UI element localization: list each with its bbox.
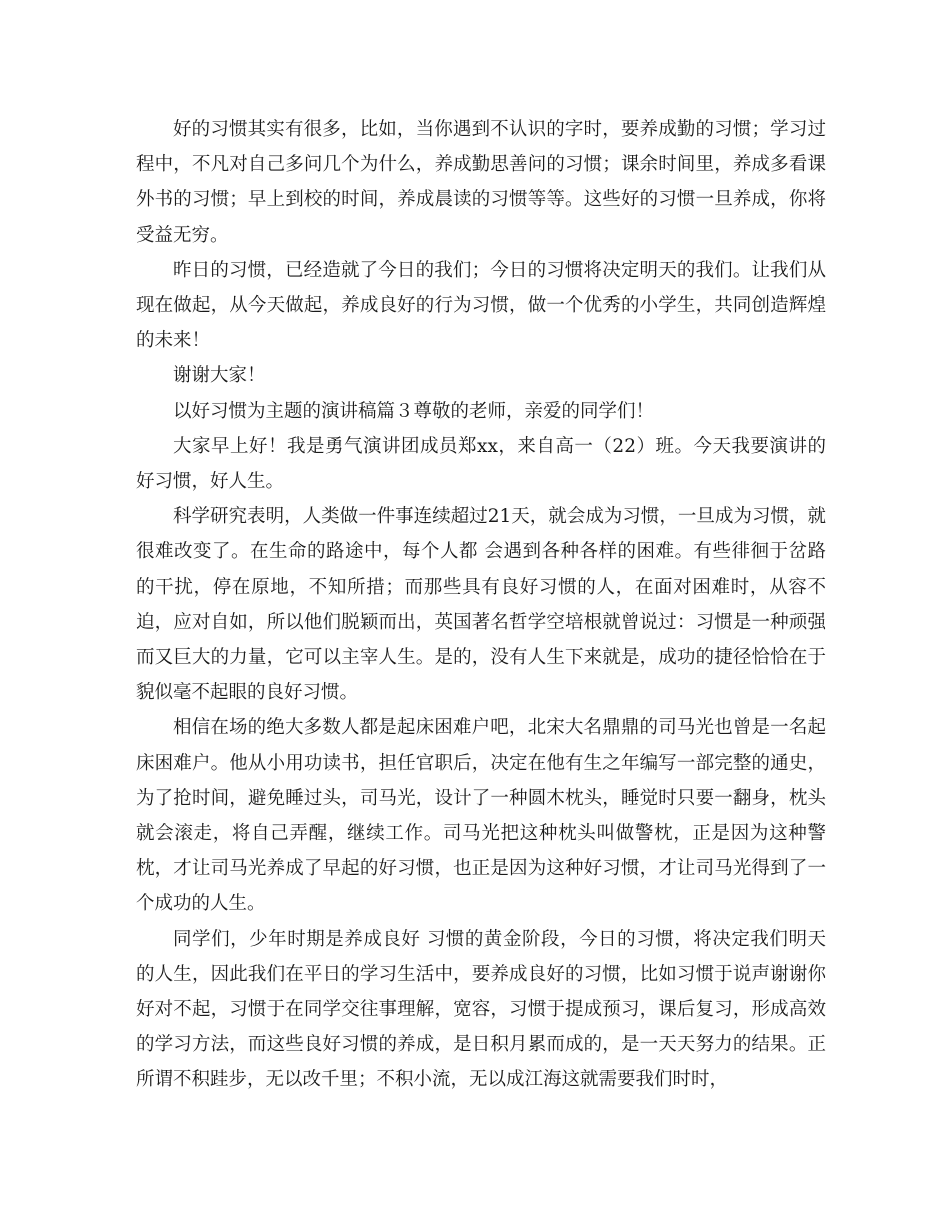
paragraph-yesterday-habits: 昨日的习惯，已经造就了今日的我们；今日的习惯将决定明天的我们。让我们从现在做起，从今天做起，养成良好的行为习惯，做一个优秀的小学生，共同创造辉煌的未来！ <box>136 259 826 352</box>
paragraph-classmates: 同学们，少年时期是养成良好 习惯的黄金阶段，今日的习惯，将决定我们明天的人生，因此我们在平日的学习生活中，要养成良好的习惯，比如习惯于说声谢谢你好对不起，习惯于在同学交往事理解，宽容，习惯于提成预习，课后复习，形成高效的学习方法，而这些良好习惯的养成，是日积月累而成的，是一天天努力的结果。正所谓不积跬步，无以改千里；不积小流，无以成江海这就需要我们时时， <box>136 928 826 1091</box>
paragraph-sima-guang: 相信在场的绝大多数人都是起床困难户吧，北宋大名鼎鼎的司马光也曾是一名起床困难户。他从小用功读书，担任官职后，决定在他有生之年编写一部完整的通史，为了抢时间，避免睡过头，司马光，设计了一种圆木枕头，睡觉时只要一翻身，枕头就会滚走，将自己弄醒，继续工作。司马光把这种枕头叫做警枕，正是因为这种警枕，才让司马光养成了早起的好习惯，也正是因为这种好习惯，才让司马光得到了一个成功的人生。 <box>136 717 826 915</box>
paragraph-speech-title: 以好习惯为主题的演讲稿篇３尊敬的老师，亲爱的同学们！ <box>173 400 655 422</box>
document-body <box>136 112 826 1098</box>
paragraph-thanks: 谢谢大家！ <box>173 365 266 387</box>
paragraph-good-habits-examples: 好的习惯其实有很多，比如，当你遇到不认识的字时，要养成勤的习惯；学习过程中，不凡对自己多问几个为什么，养成勤思善问的习惯；课余时间里，养成多看课外书的习惯；早上到校的时间，养成晨读的习惯等等。这些好的习惯一旦养成，你将受益无穷。 <box>136 119 826 246</box>
paragraph-greeting: 大家早上好！我是勇气演讲团成员郑xx，来自高一（22）班。今天我要演讲的好习惯，好人生。 <box>136 435 826 493</box>
paragraph-science-research: 科学研究表明，人类做一件事连续超过21天，就会成为习惯，一旦成为习惯，就很难改变了。在生命的路途中，每个人都 会遇到各种各样的困难。有些徘徊于岔路的干扰，停在原地，不知所措；而那些具有良好习惯的人，在面对困难时，从容不迫，应对自如，所以他们脱颖而出，英国著名哲学空培根就曾说过：习惯是一种顽强而又巨大的力量，它可以主宰人生。是的，没有人生下来就是，成功的捷径恰恰在于貌似毫不起眼的良好习惯。 <box>136 506 826 704</box>
